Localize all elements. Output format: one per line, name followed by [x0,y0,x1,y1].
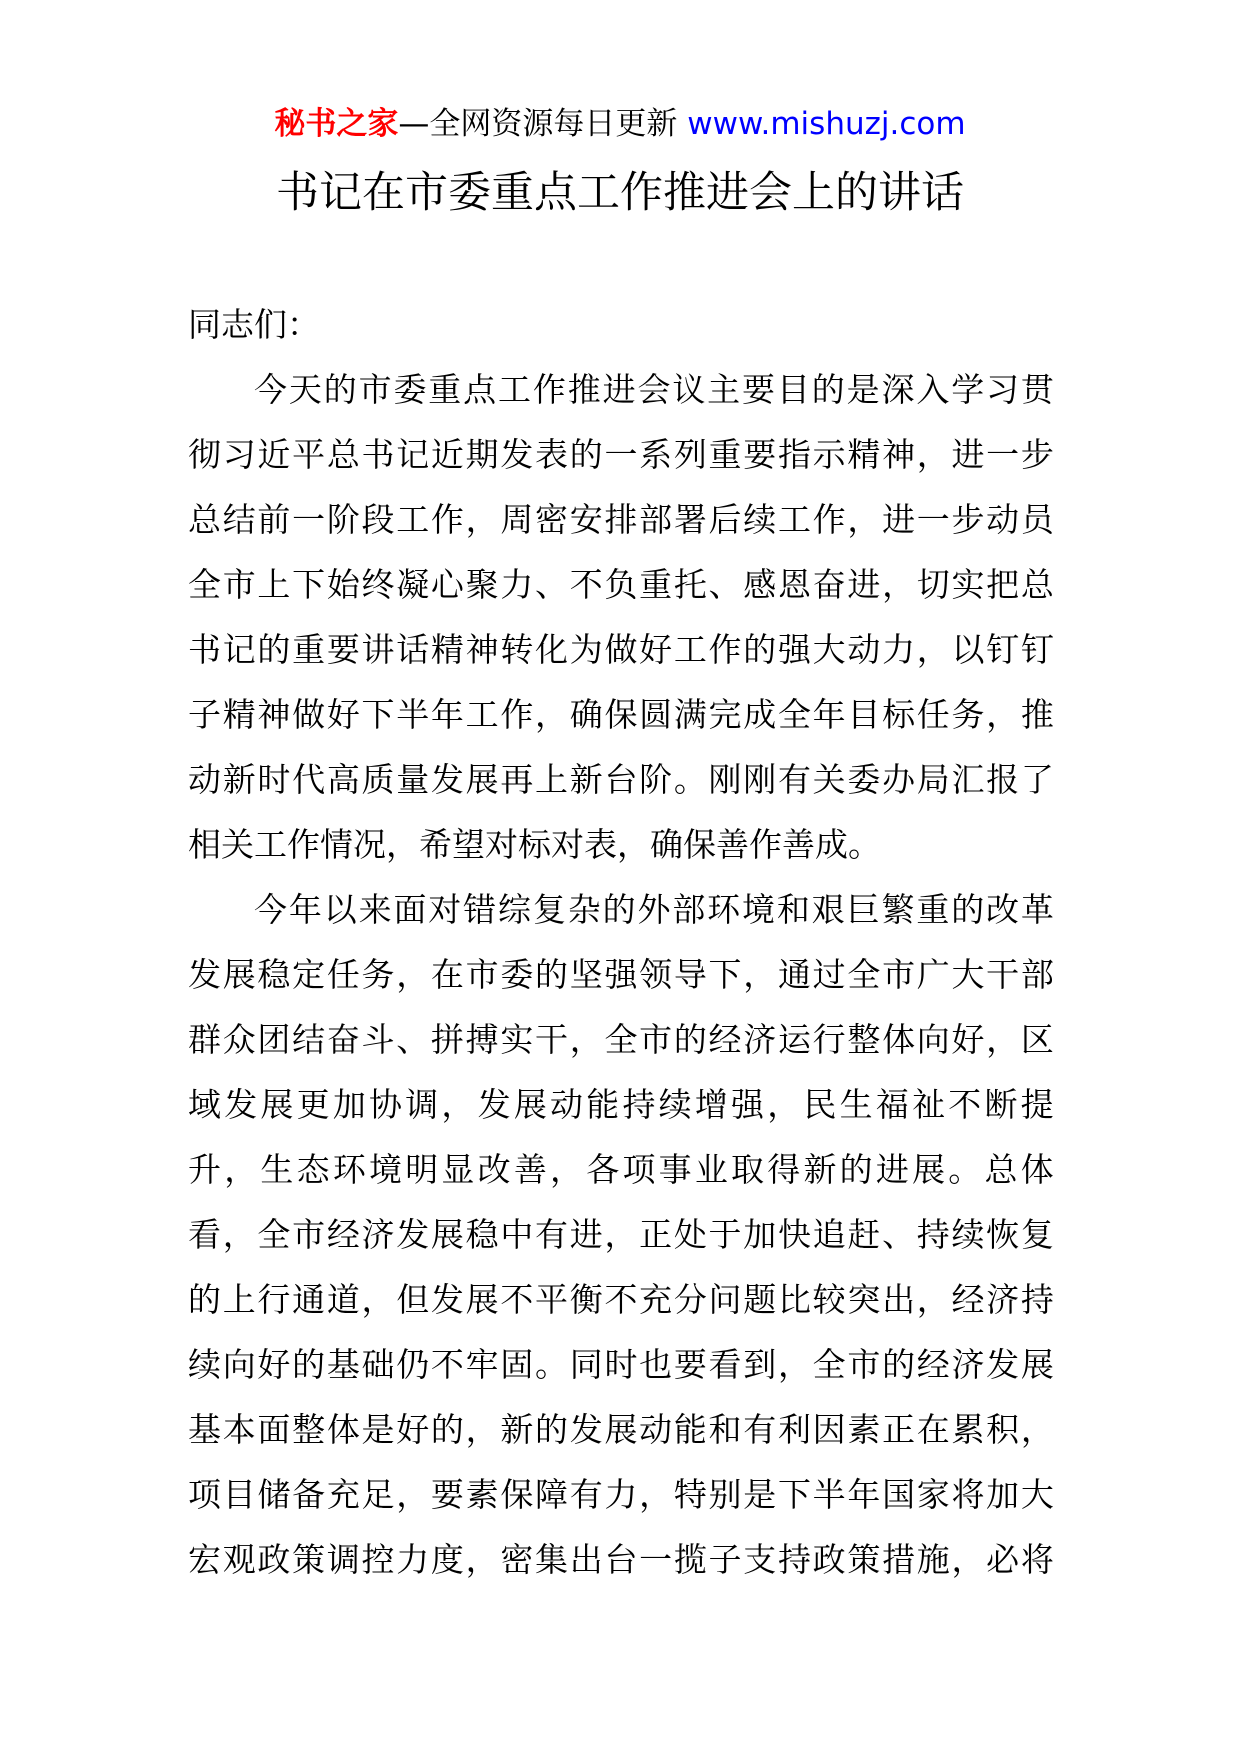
paragraph-1-line: 总 结 前 一 阶 段 工 作 ， 周 密 安 排 部 署 后 续 工 作 ， 进 一 步 动 员 [188,500,1054,539]
document-body [188,292,1054,1592]
paragraph-2-line: 续 向 好 的 基 础 仍 不 牢 固 。 同 时 也 要 看 到 ， 全 市 的 经 济 发 展 [188,1345,1054,1384]
site-tagline: —全网资源每日更新 [398,106,688,142]
paragraph-2-line: 今 年 以 来 面 对 错 综 复 杂 的 外 部 环 境 和 艰 巨 繁 重 的 改 革 [254,890,1054,929]
paragraph-1-line: 书 记 的 重 要 讲 话 精 神 转 化 为 做 好 工 作 的 强 大 动 力 ， 以 钉 钉 [188,630,1054,669]
document-title: 书记在市委重点工作推进会上的讲话 [276,168,964,218]
site-name: 秘书之家 [274,106,399,142]
site-url-link[interactable]: www.mishuzj.com [687,106,966,142]
paragraph-2-line: 项 目 储 备 充 足 ， 要 素 保 障 有 力 ， 特 别 是 下 半 年 国 家 将 加 大 [188,1475,1054,1514]
paragraph-2-line: 群 众 团 结 奋 斗 、 拼 搏 实 干 ， 全 市 的 经 济 运 行 整 体 向 好 ， 区 [188,1020,1054,1059]
paragraph-2-line: 的 上 行 通 道 ， 但 发 展 不 平 衡 不 充 分 问 题 比 较 突 出 ， 经 济 持 [188,1280,1054,1319]
paragraph-1-line: 全 市 上 下 始 终 凝 心 聚 力 、 不 负 重 托 、 感 恩 奋 进 ， 切 实 把 总 [188,565,1054,604]
site-header [0,104,1240,144]
paragraph-1-line: 子 精 神 做 好 下 半 年 工 作 ， 确 保 圆 满 完 成 全 年 目 标 任 务 ， 推 [188,695,1054,734]
paragraph-1-line: 彻 习 近 平 总 书 记 近 期 发 表 的 一 系 列 重 要 指 示 精 神 ， 进 一 步 [188,435,1054,474]
paragraph-2-line: 基 本 面 整 体 是 好 的 ， 新 的 发 展 动 能 和 有 利 因 素 正 在 累 积 ， [188,1410,1054,1449]
salutation: 同志们： [188,305,320,344]
paragraph-2-line: 发 展 稳 定 任 务 ， 在 市 委 的 坚 强 领 导 下 ， 通 过 全 市 广 大 干 部 [188,955,1054,994]
paragraph-1-line: 相关工作情况，希望对标对表，确保善作善成。 [188,825,881,864]
paragraph-2-line: 看 ， 全 市 经 济 发 展 稳 中 有 进 ， 正 处 于 加 快 追 赶 、 持 续 恢 复 [188,1215,1054,1254]
paragraph-2-line: 宏 观 政 策 调 控 力 度 ， 密 集 出 台 一 揽 子 支 持 政 策 措 施 ， 必 将 [188,1540,1054,1579]
paragraph-2-line: 升 ， 生 态 环 境 明 显 改 善 ， 各 项 事 业 取 得 新 的 进 展 。 总 体 [188,1150,1054,1189]
paragraph-1-line: 动 新 时 代 高 质 量 发 展 再 上 新 台 阶 。 刚 刚 有 关 委 办 局 汇 报 了 [188,760,1054,799]
paragraph-1-line: 今 天 的 市 委 重 点 工 作 推 进 会 议 主 要 目 的 是 深 入 学 习 贯 [254,370,1054,409]
paragraph-2-line: 域 发 展 更 加 协 调 ， 发 展 动 能 持 续 增 强 ， 民 生 福 祉 不 断 提 [188,1085,1054,1124]
